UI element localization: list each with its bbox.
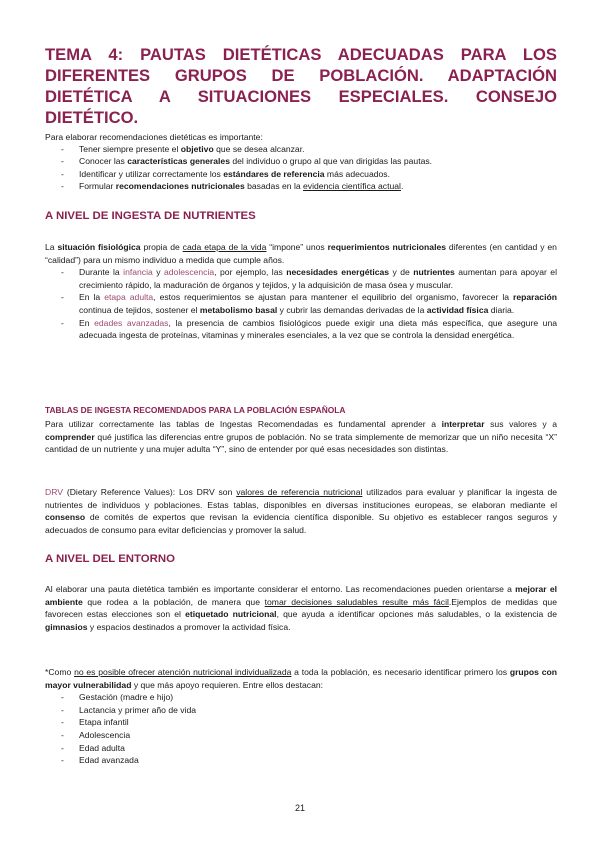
- subheading-tablas: TABLAS DE INGESTA RECOMENDADOS PARA LA POBLACIÓN ESPAÑOLA: [45, 405, 346, 415]
- groups-list: [45, 691, 557, 767]
- entorno-paragraph: [45, 583, 557, 633]
- paragraph: Al elaborar una pauta dietética también es importante considerar el entorno. Las recomendaciones pueden orientarse a mejorar el ambiente que rodea a la población, de manera que tomar decisiones saludables resulte más fácil.Ejemplos de medidas que favorecen estas elecciones son el etiquetado nutricional, que ayuda a identificar opciones más saludables, o la existencia de gimnasios y espacios destinados a promover la actividad física.: [45, 584, 557, 632]
- page-title: TEMA 4: PAUTAS DIETÉTICAS ADECUADAS PARA LOS DIFERENTES GRUPOS DE POBLACIÓN. ADAPTACIÓN DIETÉTICA A SITUACIONES ESPECIALES. CONSEJO DIETÉTICO.: [45, 45, 557, 127]
- tablas-paragraph: [45, 418, 557, 456]
- list-item: - Etapa infantil: [45, 716, 557, 729]
- list-item: - Gestación (madre e hijo): [45, 691, 557, 704]
- section-ingesta-body: [45, 241, 557, 342]
- drv-paragraph: [45, 486, 557, 536]
- list-item: - Durante la infancia y adolescencia, por ejemplo, las necesidades energéticas y de nutrientes aumentan para apoyar el crecimiento rápido, la maduración de órganos y tejidos, y la adquisición de masa ósea y muscular.: [45, 266, 557, 291]
- list-item: - Conocer las características generales del individuo o grupo al que van dirigidas las pautas.: [45, 155, 557, 167]
- list-item: - Edad avanzada: [45, 754, 557, 767]
- list-item: - Lactancia y primer año de vida: [45, 704, 557, 717]
- intro-lead: Para elaborar recomendaciones dietéticas es importante:: [45, 132, 263, 142]
- list-item: - Identificar y utilizar correctamente los estándares de referencia más adecuados.: [45, 168, 557, 180]
- list-item: - Adolescencia: [45, 729, 557, 742]
- paragraph: DRV (Dietary Reference Values): Los DRV son valores de referencia nutricional utilizados para evaluar y planificar la ingesta de nutrientes de individuos y poblaciones. Estas tablas, disponibles en diversas instituciones europeas, se elaboran mediante el consenso de comités de expertos que revisan la evidencia científica disponible. Su objetivo es establecer rangos seguros y adecuados de consumo para evitar deficiencias y promover la salud.: [45, 487, 557, 535]
- intro-block: [45, 131, 557, 192]
- section-heading-entorno: A NIVEL DEL ENTORNO: [45, 553, 175, 565]
- list-item: - Formular recomendaciones nutricionales basadas en la evidencia científica actual.: [45, 180, 557, 192]
- section-heading-ingesta: A NIVEL DE INGESTA DE NUTRIENTES: [45, 210, 256, 222]
- list-item: - Tener siempre presente el objetivo que se desea alcanzar.: [45, 143, 557, 155]
- page-number: 21: [294, 803, 305, 813]
- paragraph: La situación fisiológica propia de cada etapa de la vida “impone” unos requerimientos nutricionales diferentes (en cantidad y en “calidad”) para un mismo individuo a medida que cumple años.: [45, 242, 557, 265]
- vulnerable-groups-block: [45, 666, 557, 767]
- intro-list: [45, 143, 557, 192]
- list-item: - En la etapa adulta, estos requerimientos se ajustan para mantener el equilibrio del organismo, favorecer la reparación continua de tejidos, sostener el metabolismo basal y cubrir las demandas derivadas de la actividad física diaria.: [45, 291, 557, 316]
- paragraph: *Como no es posible ofrecer atención nutricional individualizada a toda la población, es necesario identificar primero los grupos con mayor vulnerabilidad y que más apoyo requieren. Entre ellos destacan:: [45, 667, 558, 690]
- life-stage-list: [45, 266, 557, 342]
- list-item: - Edad adulta: [45, 742, 557, 755]
- paragraph: Para utilizar correctamente las tablas de Ingestas Recomendadas es fundamental aprender a interpretar sus valores y a comprender qué justifica las diferencias entre grupos de población. No se trata simplemente de memorizar que un niño necesita “X” cantidad de un nutriente y una mujer adulta “Y”, sino de entender por qué esas necesidades son distintas.: [45, 419, 558, 455]
- list-item: - En edades avanzadas, la presencia de cambios fisiológicos puede exigir una dieta más específica, que asegure una adecuada ingesta de proteínas, vitaminas y minerales esenciales, a la vez que se controla la densidad energética.: [45, 317, 557, 342]
